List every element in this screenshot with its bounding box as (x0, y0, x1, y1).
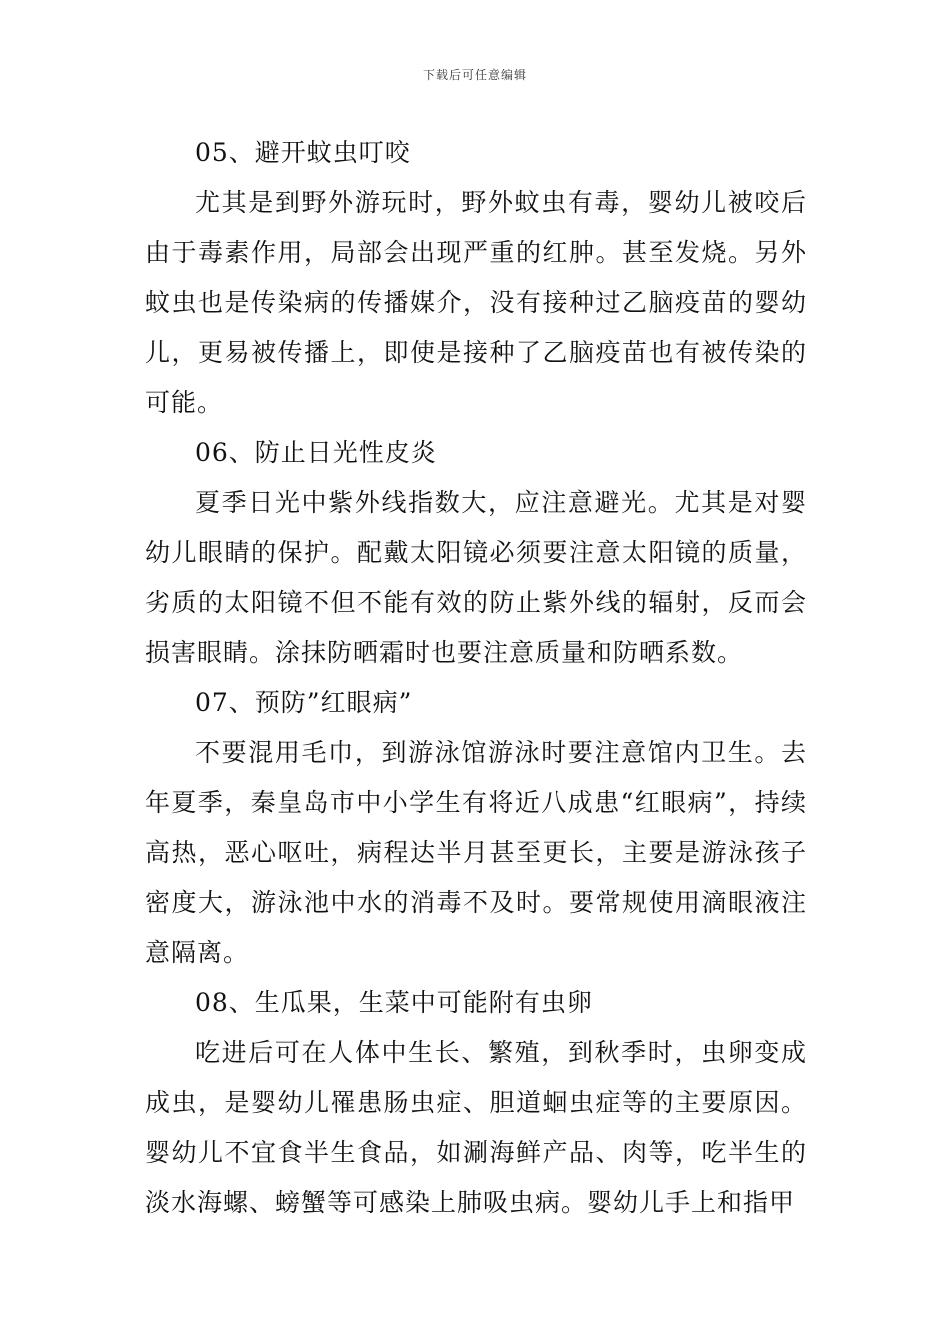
section-heading-05: 05、避开蚊虫叮咬 (195, 138, 411, 167)
section-body-08: 吃进后可在人体中生长、繁殖，到秋季时，虫卵变成成虫，是婴幼儿罹患肠虫症、胆道蛔虫症等的主要原因。婴幼儿不宜食半生食品，如涮海鲜产品、肉等，吃半生的淡水海螺、螃蟹等可感染上肺吸虫病。婴幼儿手上和指甲 (145, 1038, 807, 1217)
document-body (145, 128, 807, 1228)
section-heading-08: 08、生瓜果，生菜中可能附有虫卵 (195, 988, 593, 1017)
section-heading-06: 06、防止日光性皮炎 (195, 438, 437, 467)
section-body-07: 不要混用毛巾，到游泳馆游泳时要注意馆内卫生。去年夏季，秦皇岛市中小学生有将近八成患“红眼病”，持续高热，恶心呕吐，病程达半月甚至更长，主要是游泳孩子密度大，游泳池中水的消毒不及时。要常规使用滴眼液注意隔离。 (145, 738, 807, 967)
section-body-06: 夏季日光中紫外线指数大，应注意避光。尤其是对婴幼儿眼睛的保护。配戴太阳镜必须要注意太阳镜的质量，劣质的太阳镜不但不能有效的防止紫外线的辐射，反而会损害眼睛。涂抹防晒霜时也要注意质量和防晒系数。 (145, 488, 807, 667)
page-header: 下载后可任意编辑 (422, 68, 527, 82)
section-heading-07: 07、预防”红眼病” (195, 688, 413, 717)
section-body-05: 尤其是到野外游玩时，野外蚊虫有毒，婴幼儿被咬后由于毒素作用，局部会出现严重的红肿。甚至发烧。另外蚊虫也是传染病的传播媒介，没有接种过乙脑疫苗的婴幼儿，更易被传播上，即使是接种了乙脑疫苗也有被传染的可能。 (145, 188, 807, 417)
